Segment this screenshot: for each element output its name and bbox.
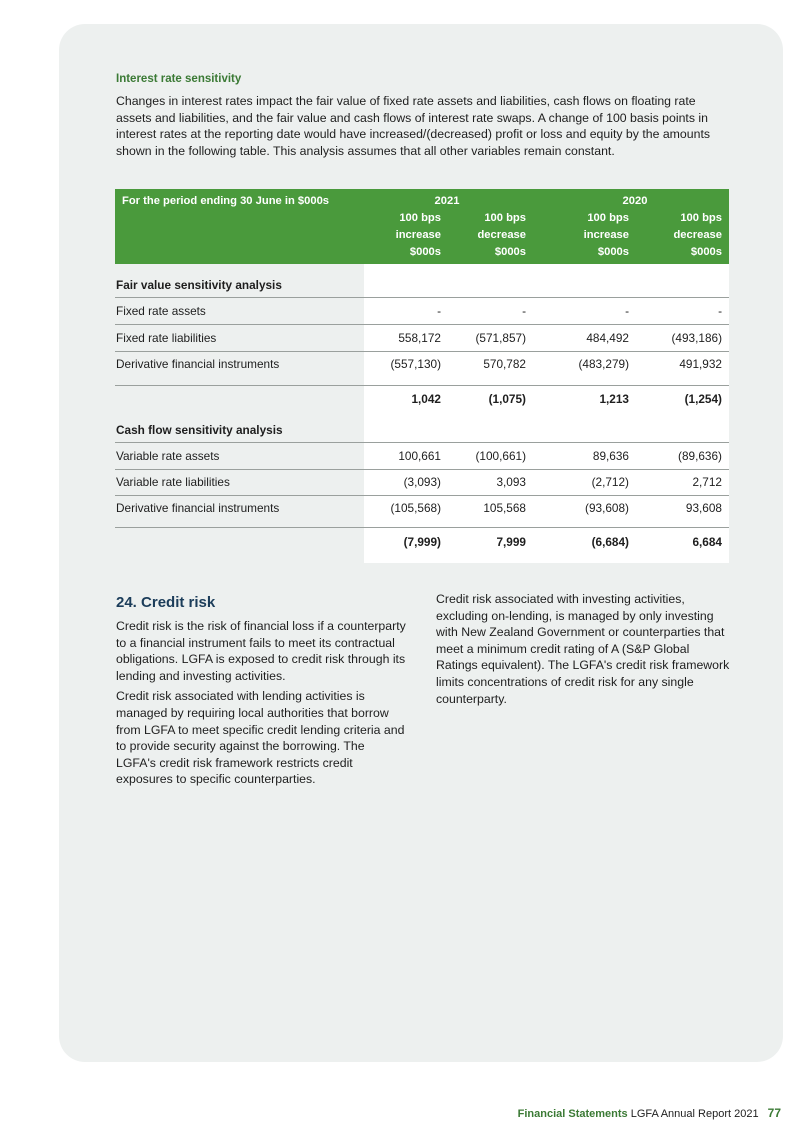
table-row bbox=[115, 351, 729, 386]
cell: (557,130) bbox=[390, 357, 441, 371]
row-label: Variable rate assets bbox=[116, 449, 220, 463]
credit-risk-paragraph-1: Credit risk is the risk of financial loss if a counterparty to a financial instrument fails to meet its contractual obligations. LGFA is exposed to credit risk through its lending and investing activities. bbox=[116, 619, 406, 683]
cell: (571,857) bbox=[475, 331, 526, 345]
sensitivity-table bbox=[115, 189, 729, 563]
credit-risk-paragraph-2: Credit risk associated with lending activities is managed by requiring local authorities that borrow from LGFA to meet specific credit lending criteria and to provide security against the borrowing. The LGFA's credit risk framework restricts credit exposures to specific counterparties. bbox=[116, 689, 405, 787]
cell: (2,712) bbox=[591, 475, 629, 489]
cell: (1,075) bbox=[488, 392, 526, 406]
cell: (105,568) bbox=[390, 501, 441, 515]
table-row bbox=[115, 469, 729, 496]
cell: - bbox=[718, 304, 722, 318]
cell: (493,186) bbox=[671, 331, 722, 345]
header-col-line: $000s bbox=[597, 246, 629, 258]
cell: 3,093 bbox=[496, 475, 526, 489]
cell: 491,932 bbox=[679, 357, 722, 371]
table-row bbox=[115, 495, 729, 528]
header-col-line: decrease bbox=[477, 229, 526, 241]
credit-risk-title: 24. Credit risk bbox=[116, 594, 216, 611]
row-label: Derivative financial instruments bbox=[116, 501, 280, 515]
cell: 93,608 bbox=[685, 501, 722, 515]
fair-value-heading: Fair value sensitivity analysis bbox=[116, 278, 282, 292]
header-col-line: 100 bps bbox=[484, 212, 526, 224]
header-col-line: increase bbox=[583, 229, 629, 241]
header-col-line: $000s bbox=[409, 246, 441, 258]
total-row bbox=[115, 529, 729, 555]
cell: (3,093) bbox=[403, 475, 441, 489]
row-label: Variable rate liabilities bbox=[116, 475, 230, 489]
header-col-1 bbox=[361, 210, 441, 261]
cell: 6,684 bbox=[692, 535, 722, 549]
cell: (6,684) bbox=[591, 535, 629, 549]
header-col-3 bbox=[549, 210, 629, 261]
cell: 1,213 bbox=[599, 392, 629, 406]
cell: 570,782 bbox=[483, 357, 526, 371]
header-col-line: 100 bps bbox=[399, 212, 441, 224]
table-row bbox=[115, 443, 729, 470]
table-row bbox=[115, 325, 729, 352]
cell: 558,172 bbox=[398, 331, 441, 345]
header-col-line: $000s bbox=[690, 246, 722, 258]
cell: (1,254) bbox=[684, 392, 722, 406]
cell: 1,042 bbox=[411, 392, 441, 406]
header-col-4 bbox=[642, 210, 722, 261]
total-row bbox=[115, 386, 729, 412]
header-col-line: 100 bps bbox=[587, 212, 629, 224]
header-col-2 bbox=[446, 210, 526, 261]
cell: 2,712 bbox=[692, 475, 722, 489]
cell: - bbox=[625, 304, 629, 318]
cell: - bbox=[522, 304, 526, 318]
cash-flow-heading: Cash flow sensitivity analysis bbox=[116, 423, 283, 437]
header-col-line: increase bbox=[395, 229, 441, 241]
page-footer bbox=[518, 1106, 781, 1120]
cell: 484,492 bbox=[586, 331, 629, 345]
cell: (93,608) bbox=[585, 501, 629, 515]
credit-risk-left-column bbox=[116, 618, 406, 792]
header-year-2020: 2020 bbox=[622, 195, 648, 207]
intro-paragraph: Changes in interest rates impact the fair value of fixed rate assets and liabilities, cash flows on floating rate assets and liabilities, and the fair value and cash flows of interest rate swaps. A change of 100 basis points in interest rates at the reporting date would have increased/(decreased) profit or loss and equity by the amounts shown in the following table. This analysis assumes that all other variables remain constant. bbox=[116, 94, 711, 158]
credit-risk-paragraph-3: Credit risk associated with investing activities, excluding on-lending, is managed by only investing with New Zealand Government or counterparties that meet a minimum credit rating of A (S&P Global Ratings equivalent). The LGFA's credit risk framework limits concentrations of credit risk for any single counterparty. bbox=[436, 592, 730, 706]
table-row bbox=[115, 298, 729, 325]
cell: 105,568 bbox=[483, 501, 526, 515]
row-label: Fixed rate assets bbox=[116, 304, 206, 318]
header-period: For the period ending 30 June in $000s bbox=[122, 195, 330, 207]
header-col-line: 100 bps bbox=[680, 212, 722, 224]
cell: (100,661) bbox=[475, 449, 526, 463]
footer-section: Financial Statements bbox=[517, 1108, 628, 1120]
cell: (483,279) bbox=[578, 357, 629, 371]
table-header bbox=[115, 189, 729, 264]
row-label: Derivative financial instruments bbox=[116, 357, 280, 371]
header-col-line: decrease bbox=[673, 229, 722, 241]
cell: 7,999 bbox=[496, 535, 526, 549]
row-label: Fixed rate liabilities bbox=[116, 331, 217, 345]
cell: 89,636 bbox=[592, 449, 629, 463]
cell: (7,999) bbox=[403, 535, 441, 549]
cell: - bbox=[437, 304, 441, 318]
footer-report: LGFA Annual Report 2021 bbox=[630, 1108, 759, 1120]
header-year-2021: 2021 bbox=[434, 195, 460, 207]
cell: (89,636) bbox=[678, 449, 722, 463]
header-col-line: $000s bbox=[494, 246, 526, 258]
section-title: Interest rate sensitivity bbox=[116, 73, 242, 85]
page-number: 77 bbox=[767, 1106, 781, 1120]
cell: 100,661 bbox=[398, 449, 441, 463]
